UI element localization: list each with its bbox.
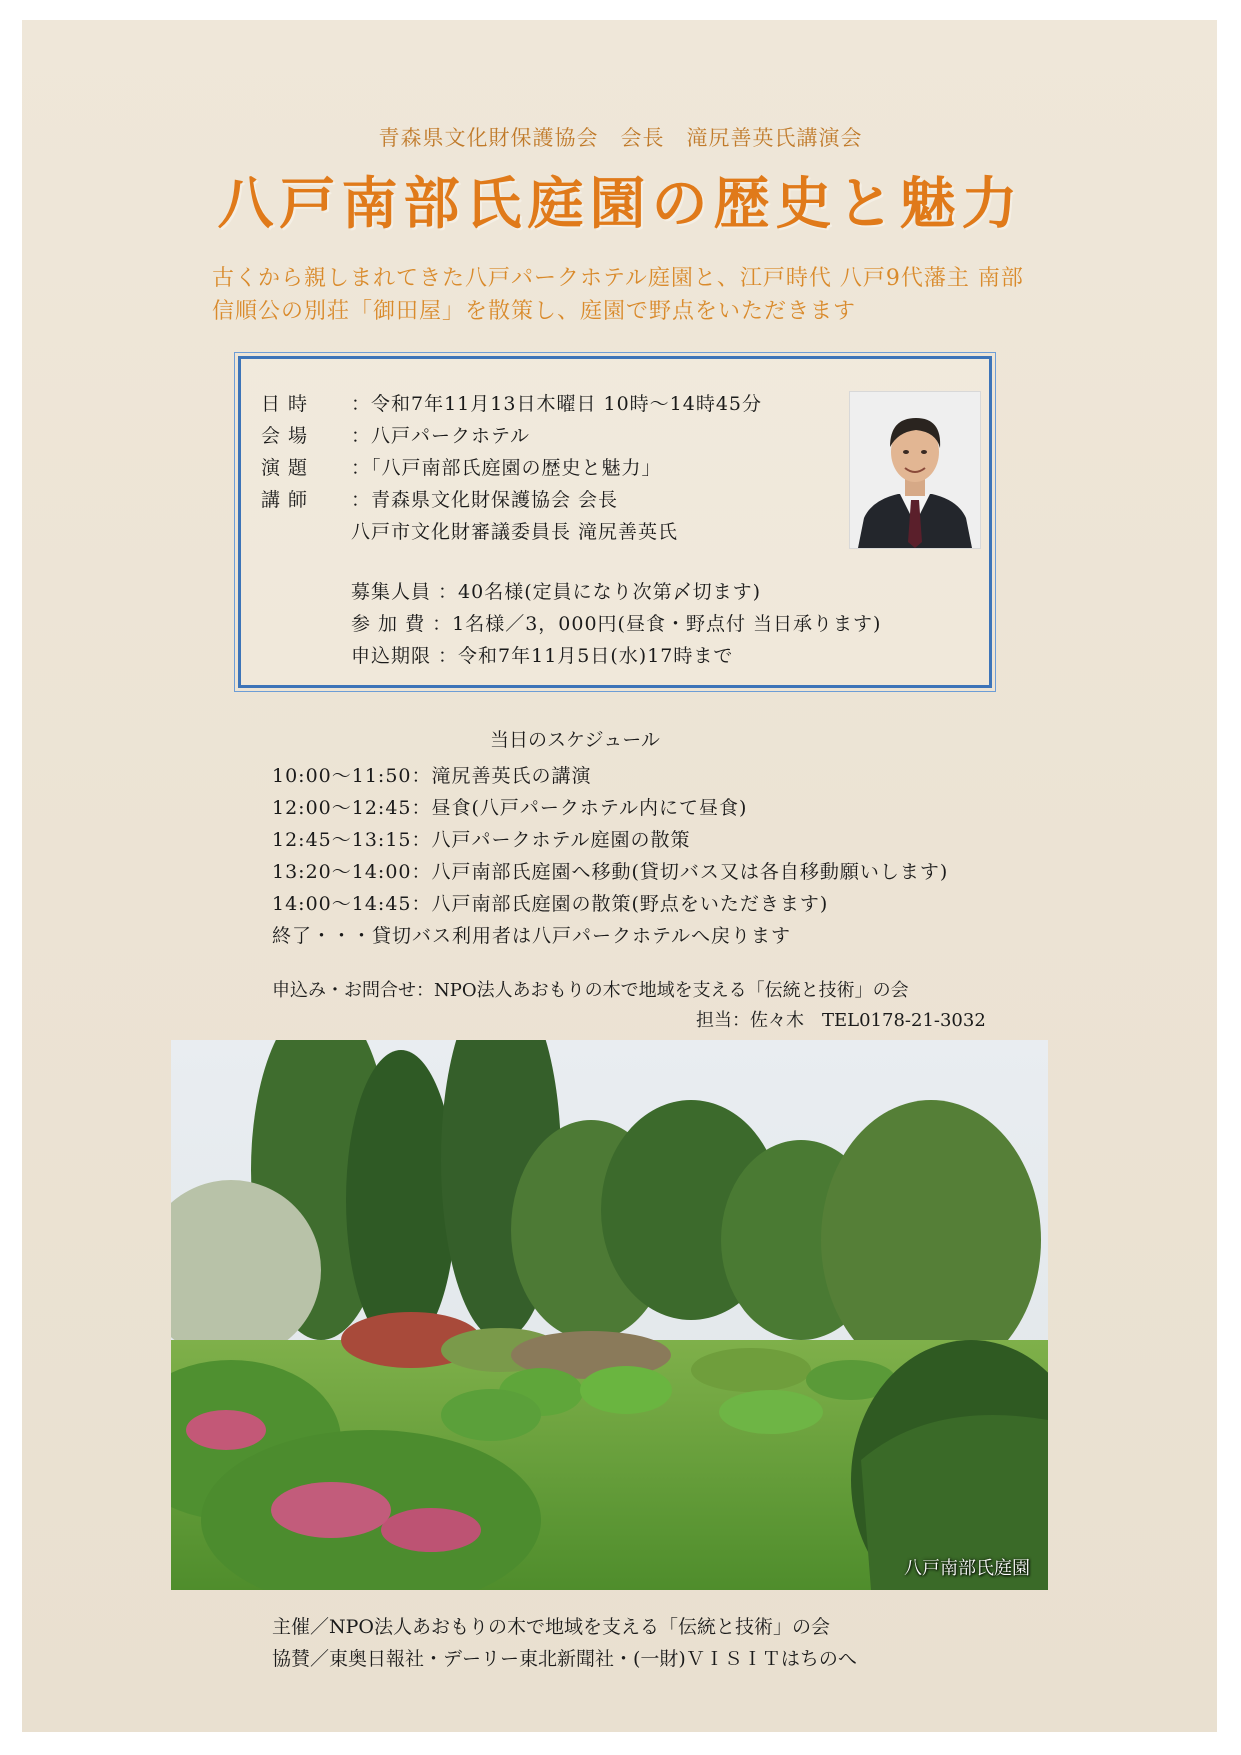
speaker-value: ：青森県文化財保護協会 会長 bbox=[351, 489, 619, 511]
photo-caption: 八戸南部氏庭園 bbox=[904, 1558, 1030, 1579]
event-details-box bbox=[238, 356, 992, 688]
speaker-portrait bbox=[849, 391, 981, 549]
deadline-row: 申込期限 ：令和7年11月5日(水)17時まで bbox=[351, 645, 734, 667]
event-title: 八戸南部氏庭園の歴史と魅力 bbox=[217, 172, 1024, 237]
schedule-heading: 当日のスケジュール bbox=[490, 729, 660, 751]
theme-row bbox=[261, 453, 662, 480]
schedule-item: 12:00～12:45：昼食(八戸パークホテル内にて昼食) bbox=[272, 797, 748, 819]
schedule-item: 12:45～13:15：八戸パークホテル庭園の散策 bbox=[272, 829, 691, 851]
speaker-row bbox=[261, 485, 618, 512]
sponsor-line: 協賛／東奥日報社・デーリー東北新聞社・(一財)ＶＩＳＩＴはちのへ bbox=[272, 1648, 857, 1670]
schedule-item: 14:00～14:45：八戸南部氏庭園の散策(野点をいただきます) bbox=[272, 893, 829, 915]
garden-photo-image bbox=[171, 1040, 1048, 1590]
date-row bbox=[261, 389, 762, 416]
schedule-item: 10:00～11:50：滝尻善英氏の講演 bbox=[272, 765, 592, 787]
date-value: ：令和7年11月13日木曜日 10時～14時45分 bbox=[351, 393, 763, 415]
contact-line: 申込み・お問合せ：NPO法人あおもりの木で地域を支える「伝統と技術」の会 bbox=[272, 980, 909, 1001]
speaker-photo-image bbox=[850, 392, 980, 548]
event-subtitle: 青森県文化財保護協会 会長 滝尻善英氏講演会 bbox=[378, 126, 863, 150]
organizer-line: 主催／NPO法人あおもりの木で地域を支える「伝統と技術」の会 bbox=[272, 1616, 830, 1638]
schedule-item: 13:20～14:00：八戸南部氏庭園へ移動(貸切バス又は各自移動願いします) bbox=[272, 861, 949, 883]
event-lead bbox=[212, 262, 1092, 328]
contact-person: 担当：佐々木 TEL0178-21-3032 bbox=[696, 1010, 986, 1031]
fee-row: 参 加 費 ：1名様／3，000円(昼食・野点付 当日承ります) bbox=[351, 613, 882, 635]
theme-label: 演題 bbox=[261, 457, 316, 479]
theme-value: ：「八戸南部氏庭園の歴史と魅力」 bbox=[351, 457, 662, 479]
garden-photo bbox=[171, 1040, 1048, 1590]
venue-value: ：八戸パークホテル bbox=[351, 425, 531, 447]
venue-label: 会場 bbox=[261, 425, 316, 447]
schedule-item: 終了・・・貸切バス利用者は八戸パークホテルへ戻ります bbox=[272, 925, 792, 947]
capacity-row: 募集人員 ：40名様(定員になり次第〆切ます) bbox=[351, 581, 762, 603]
lead-line: 信順公の別荘「御田屋」を散策し、庭園で野点をいただきます bbox=[212, 299, 857, 324]
lead-line: 古くから親しまれてきた八戸パークホテル庭園と、江戸時代 八戸9代藩主 南部 bbox=[212, 266, 1024, 291]
speaker-title-row: 八戸市文化財審議委員長 滝尻善英氏 bbox=[351, 521, 679, 543]
venue-row bbox=[261, 421, 530, 448]
speaker-label: 講師 bbox=[261, 489, 316, 511]
date-label: 日時 bbox=[261, 393, 316, 415]
